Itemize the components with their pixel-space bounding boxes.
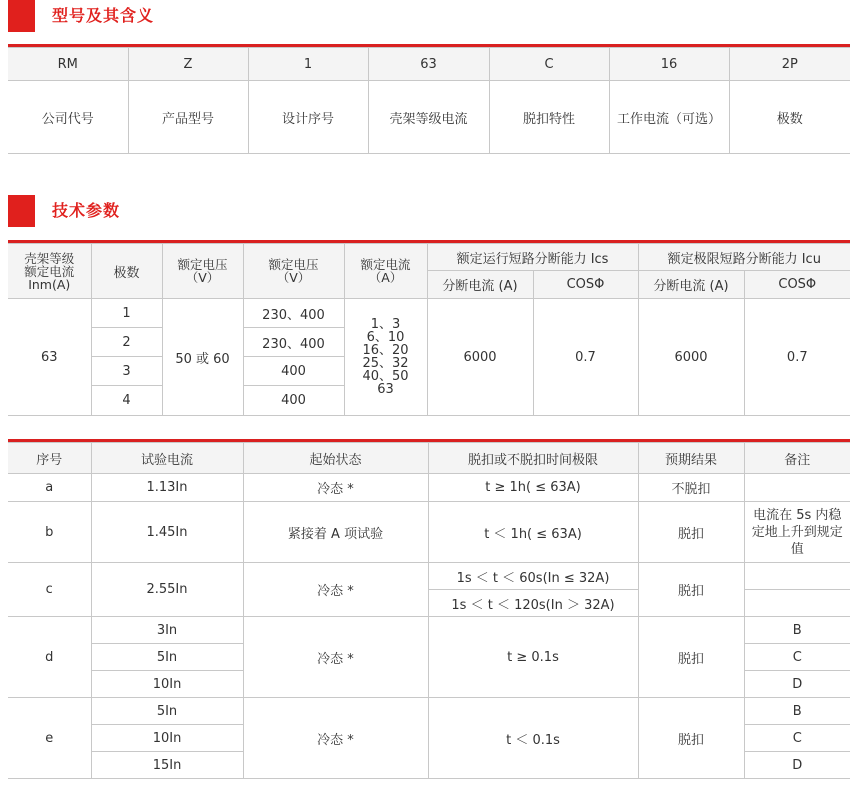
row-index: c [8, 563, 91, 617]
header-test-current: 试验电流 [91, 443, 243, 474]
header-icu: 额定极限短路分断能力 Icu [638, 244, 850, 271]
model-code: RM [8, 48, 128, 81]
row-index: e [8, 698, 91, 779]
voltage-value: 50 或 60 [162, 299, 243, 416]
test-current: 10In [91, 725, 243, 752]
table-row [8, 698, 850, 725]
icu-current-value: 6000 [638, 299, 744, 416]
section-tech-header [8, 195, 850, 227]
row-index: d [8, 617, 91, 698]
time-limit: t ≥ 0.1s [428, 617, 638, 698]
expected-result: 脱扣 [638, 698, 744, 779]
initial-state: 冷态 * [243, 698, 428, 779]
poles-value: 1 [91, 299, 162, 328]
model-meaning: 设计序号 [248, 81, 368, 154]
test-current: 5In [91, 698, 243, 725]
header-frame-current: 壳架等级 额定电流 Inm(A) [8, 244, 91, 299]
expected-result: 脱扣 [638, 617, 744, 698]
model-code: C [489, 48, 609, 81]
model-code: Z [128, 48, 248, 81]
poles-value: 3 [91, 357, 162, 386]
ics-cos-value: 0.7 [533, 299, 638, 416]
expected-result: 不脱扣 [638, 474, 744, 502]
test-current: 10In [91, 671, 243, 698]
model-table [8, 47, 850, 154]
initial-state: 冷态 * [243, 563, 428, 617]
trip-table [8, 442, 850, 779]
section-marker [8, 195, 35, 227]
note: C [744, 725, 850, 752]
note: C [744, 644, 850, 671]
test-current: 1.13In [91, 474, 243, 502]
expected-result: 脱扣 [638, 563, 744, 617]
initial-state: 冷态 * [243, 617, 428, 698]
note: 电流在 5s 内稳 定地上升到规定 值 [744, 502, 850, 563]
poles-value: 2 [91, 328, 162, 357]
model-code: 63 [368, 48, 489, 81]
model-code: 1 [248, 48, 368, 81]
voltage-value: 400 [243, 386, 344, 416]
row-index: b [8, 502, 91, 563]
time-limit: 1s ＜ t ＜ 120s(In ＞ 32A) [428, 590, 638, 617]
section-title-model: 型号及其含义 [52, 6, 155, 25]
header-cos-phi: COSΦ [533, 271, 638, 299]
test-current: 5In [91, 644, 243, 671]
table-row [8, 502, 850, 563]
model-meaning: 壳架等级电流 [368, 81, 489, 154]
test-current: 2.55In [91, 563, 243, 617]
tech-table [8, 243, 850, 416]
poles-value: 4 [91, 386, 162, 416]
time-limit: t ≥ 1h( ≤ 63A) [428, 474, 638, 502]
header-note: 备注 [744, 443, 850, 474]
frame-current-value: 63 [8, 299, 91, 416]
model-meaning-row [8, 81, 850, 154]
trip-header-row [8, 443, 850, 474]
header-breaking-current: 分断电流 (A) [638, 271, 744, 299]
initial-state: 冷态 * [243, 474, 428, 502]
row-index: a [8, 474, 91, 502]
time-limit: 1s ＜ t ＜ 60s(In ≤ 32A) [428, 563, 638, 590]
model-code-row [8, 48, 850, 81]
tech-row [8, 299, 850, 328]
note: B [744, 617, 850, 644]
voltage-value: 230、400 [243, 299, 344, 328]
model-code: 16 [609, 48, 729, 81]
test-current: 3In [91, 617, 243, 644]
table-row [8, 474, 850, 502]
header-time-limit: 脱扣或不脱扣时间极限 [428, 443, 638, 474]
note: B [744, 698, 850, 725]
expected-result: 脱扣 [638, 502, 744, 563]
model-code: 2P [729, 48, 850, 81]
note [744, 590, 850, 617]
model-meaning: 脱扣特性 [489, 81, 609, 154]
header-initial-state: 起始状态 [243, 443, 428, 474]
section-model-header [8, 0, 850, 32]
header-rated-current: 额定电流 （A） [344, 244, 427, 299]
header-poles: 极数 [91, 244, 162, 299]
model-meaning: 公司代号 [8, 81, 128, 154]
header-breaking-current: 分断电流 (A) [427, 271, 533, 299]
test-current: 15In [91, 752, 243, 779]
note [744, 563, 850, 590]
model-meaning: 极数 [729, 81, 850, 154]
time-limit: t ＜ 0.1s [428, 698, 638, 779]
header-rated-voltage: 额定电压 （V） [243, 244, 344, 299]
table-row [8, 563, 850, 590]
test-current: 1.45In [91, 502, 243, 563]
header-expected-result: 预期结果 [638, 443, 744, 474]
model-meaning: 工作电流（可选） [609, 81, 729, 154]
header-index: 序号 [8, 443, 91, 474]
rated-current-values: 1、3 6、10 16、20 25、32 40、50 63 [344, 299, 427, 416]
note [744, 474, 850, 502]
note: D [744, 671, 850, 698]
icu-cos-value: 0.7 [744, 299, 850, 416]
header-cos-phi: COSΦ [744, 271, 850, 299]
initial-state: 紧接着 A 项试验 [243, 502, 428, 563]
voltage-value: 400 [243, 357, 344, 386]
table-row [8, 617, 850, 644]
time-limit: t ＜ 1h( ≤ 63A) [428, 502, 638, 563]
note: D [744, 752, 850, 779]
ics-current-value: 6000 [427, 299, 533, 416]
model-meaning: 产品型号 [128, 81, 248, 154]
voltage-value: 230、400 [243, 328, 344, 357]
header-rated-voltage: 额定电压 （V） [162, 244, 243, 299]
tech-header-row [8, 244, 850, 271]
section-marker [8, 0, 35, 32]
header-ics: 额定运行短路分断能力 Ics [427, 244, 638, 271]
section-title-tech: 技术参数 [52, 201, 121, 220]
